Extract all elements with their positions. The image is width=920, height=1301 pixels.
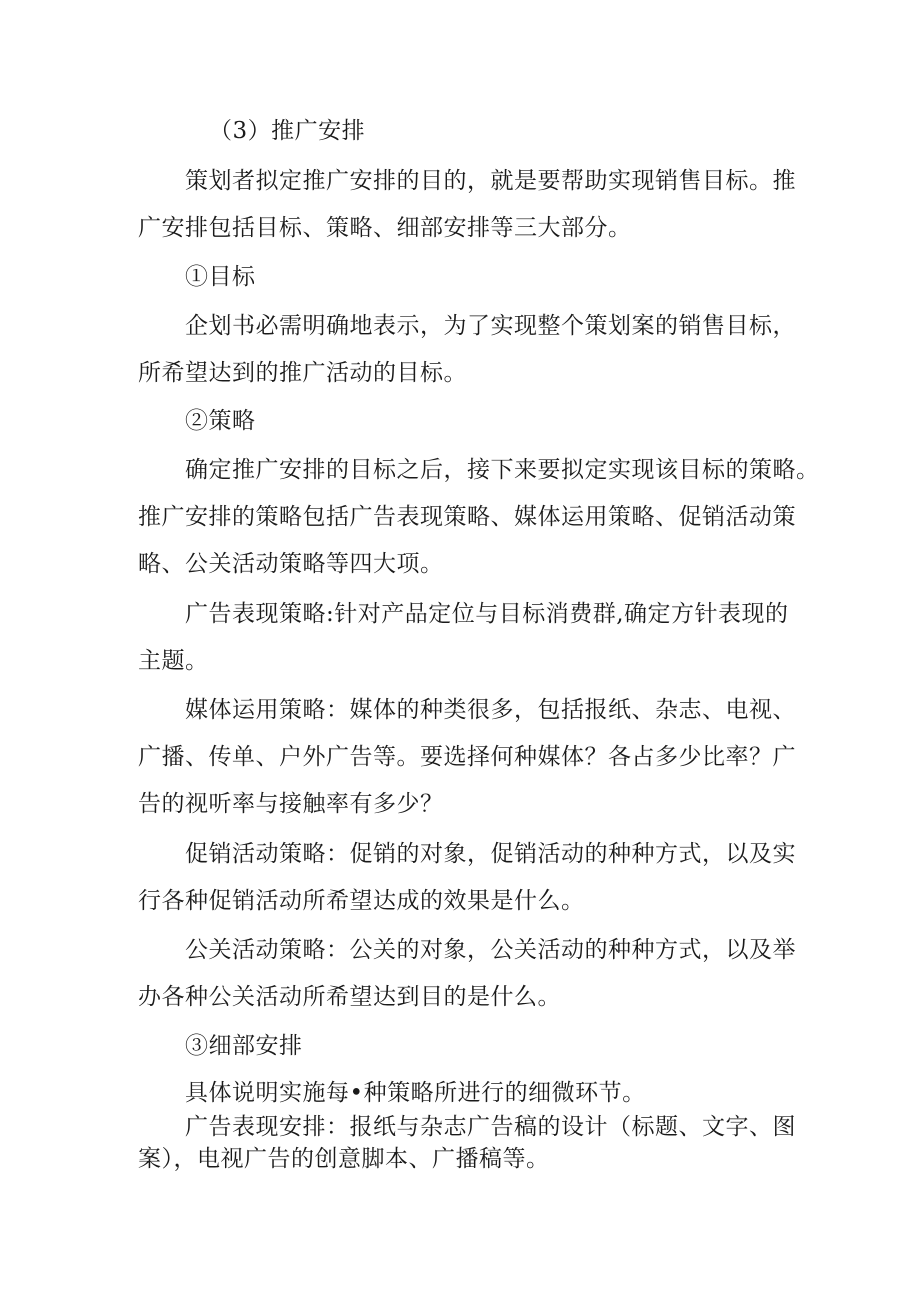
paragraph-line: 促销活动策略：促销的对象，促销活动的种种方式，以及实 bbox=[185, 841, 796, 867]
paragraph-line: 确定推广安排的目标之后，接下来要拟定实现该目标的策略。 bbox=[185, 457, 820, 483]
paragraph-line: 行各种促销活动所希望达成的效果是什么。 bbox=[138, 888, 585, 914]
subheading-goal: ①目标 bbox=[185, 264, 256, 290]
paragraph-line: 推广安排的策略包括广告表现策略、媒体运用策略、促销活动策 bbox=[138, 504, 796, 530]
paragraph-line: 媒体运用策略：媒体的种类很多，包括报纸、杂志、电视、 bbox=[185, 697, 796, 723]
subheading-detail-arrangement: ③细部安排 bbox=[185, 1033, 303, 1059]
paragraph-line: 案），电视广告的创意脚本、广播稿等。 bbox=[138, 1146, 550, 1172]
paragraph-line: 告的视听率与接触率有多少？ bbox=[138, 791, 444, 817]
paragraph-line: 广告表现安排：报纸与杂志广告稿的设计（标题、文字、图 bbox=[185, 1114, 796, 1140]
paragraph-line: 广播、传单、户外广告等。要选择何种媒体？各占多少比率？广 bbox=[138, 744, 796, 770]
paragraph-line: 广安排包括目标、策略、细部安排等三大部分。 bbox=[138, 215, 632, 241]
paragraph-line: 具体说明实施每•种策略所进行的细微环节。 bbox=[185, 1080, 646, 1106]
paragraph-line: 主题。 bbox=[138, 648, 209, 674]
paragraph-line: 企划书必需明确地表示，为了实现整个策划案的销售目标， bbox=[185, 313, 796, 339]
paragraph-line: 策划者拟定推广安排的目的，就是要帮助实现销售目标。推 bbox=[185, 168, 796, 194]
paragraph-line: 略、公关活动策略等四大项。 bbox=[138, 551, 444, 577]
paragraph-line: 办各种公关活动所希望达到目的是什么。 bbox=[138, 984, 561, 1010]
paragraph-line: 公关活动策略：公关的对象，公关活动的种种方式，以及举 bbox=[185, 937, 796, 963]
section-heading-promotion: （3）推广安排 bbox=[209, 118, 366, 144]
paragraph-line: 所希望达到的推广活动的目标。 bbox=[138, 360, 467, 386]
subheading-strategy: ②策略 bbox=[185, 408, 256, 434]
paragraph-line: 广告表现策略:针对产品定位与目标消费群,确定方针表现的 bbox=[185, 601, 789, 627]
